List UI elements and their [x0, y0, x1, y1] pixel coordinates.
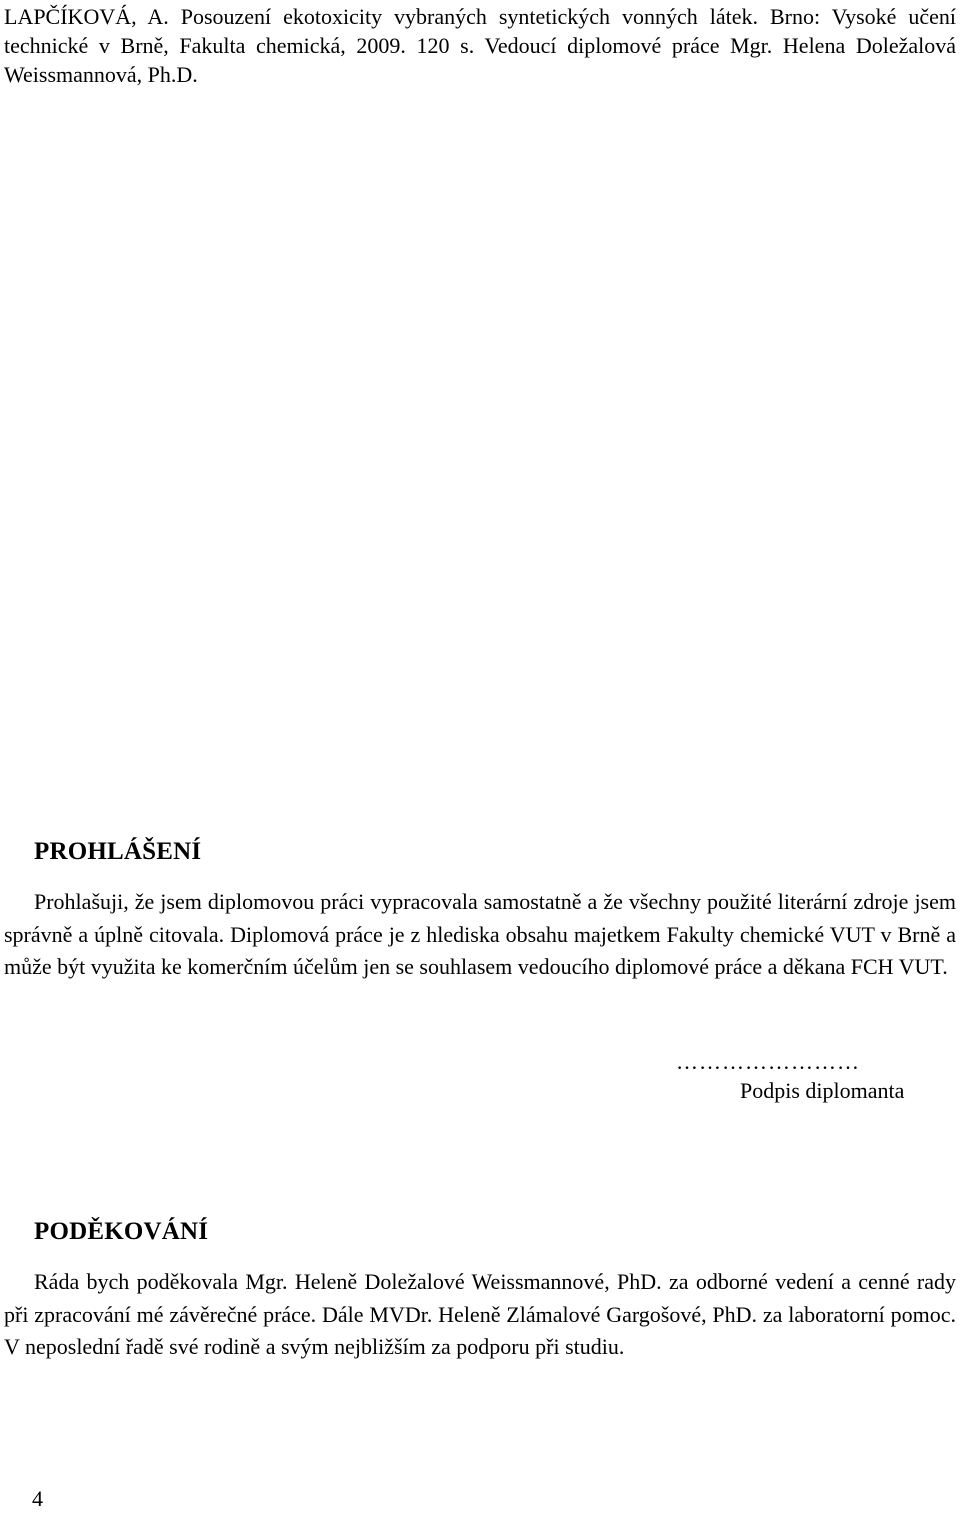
declaration-heading: PROHLÁŠENÍ [34, 838, 202, 865]
bibliographic-citation: LAPČÍKOVÁ, A. Posouzení ekotoxicity vybraných syntetických vonných látek. Brno: Vysoké učení technické v Brně, Fakulta chemická, 2009. 120 s. Vedoucí diplomové práce Mgr. Helena Doležalová Weissmannová, Ph.D. [4, 4, 956, 87]
declaration-paragraph: Prohlašuji, že jsem diplomovou práci vypracovala samostatně a že všechny použité literární zdroje jsem správně a úplně citovala. Diplomová práce je z hlediska obsahu majetkem Fakulty chemické VUT v Brně a může být využita ke komerčním účelům jen se souhlasem vedoucího diplomové práce a děkana FCH VUT. [4, 889, 956, 979]
acknowledgement-paragraph: Ráda bych poděkovala Mgr. Heleně Doležalové Weissmannové, PhD. za odborné vedení a cenné rady při zpracování mé závěrečné práce. Dále MVDr. Heleně Zlámalové Gargošové, PhD. za laboratorní pomoc. V neposlední řadě své rodině a svým nejbližším za podporu při studiu. [4, 1269, 956, 1359]
signature-label: Podpis diplomanta [740, 1078, 905, 1103]
acknowledgement-heading: PODĚKOVÁNÍ [34, 1218, 209, 1245]
signature-line: …………………… [676, 1049, 860, 1074]
page-number: 4 [32, 1486, 43, 1511]
